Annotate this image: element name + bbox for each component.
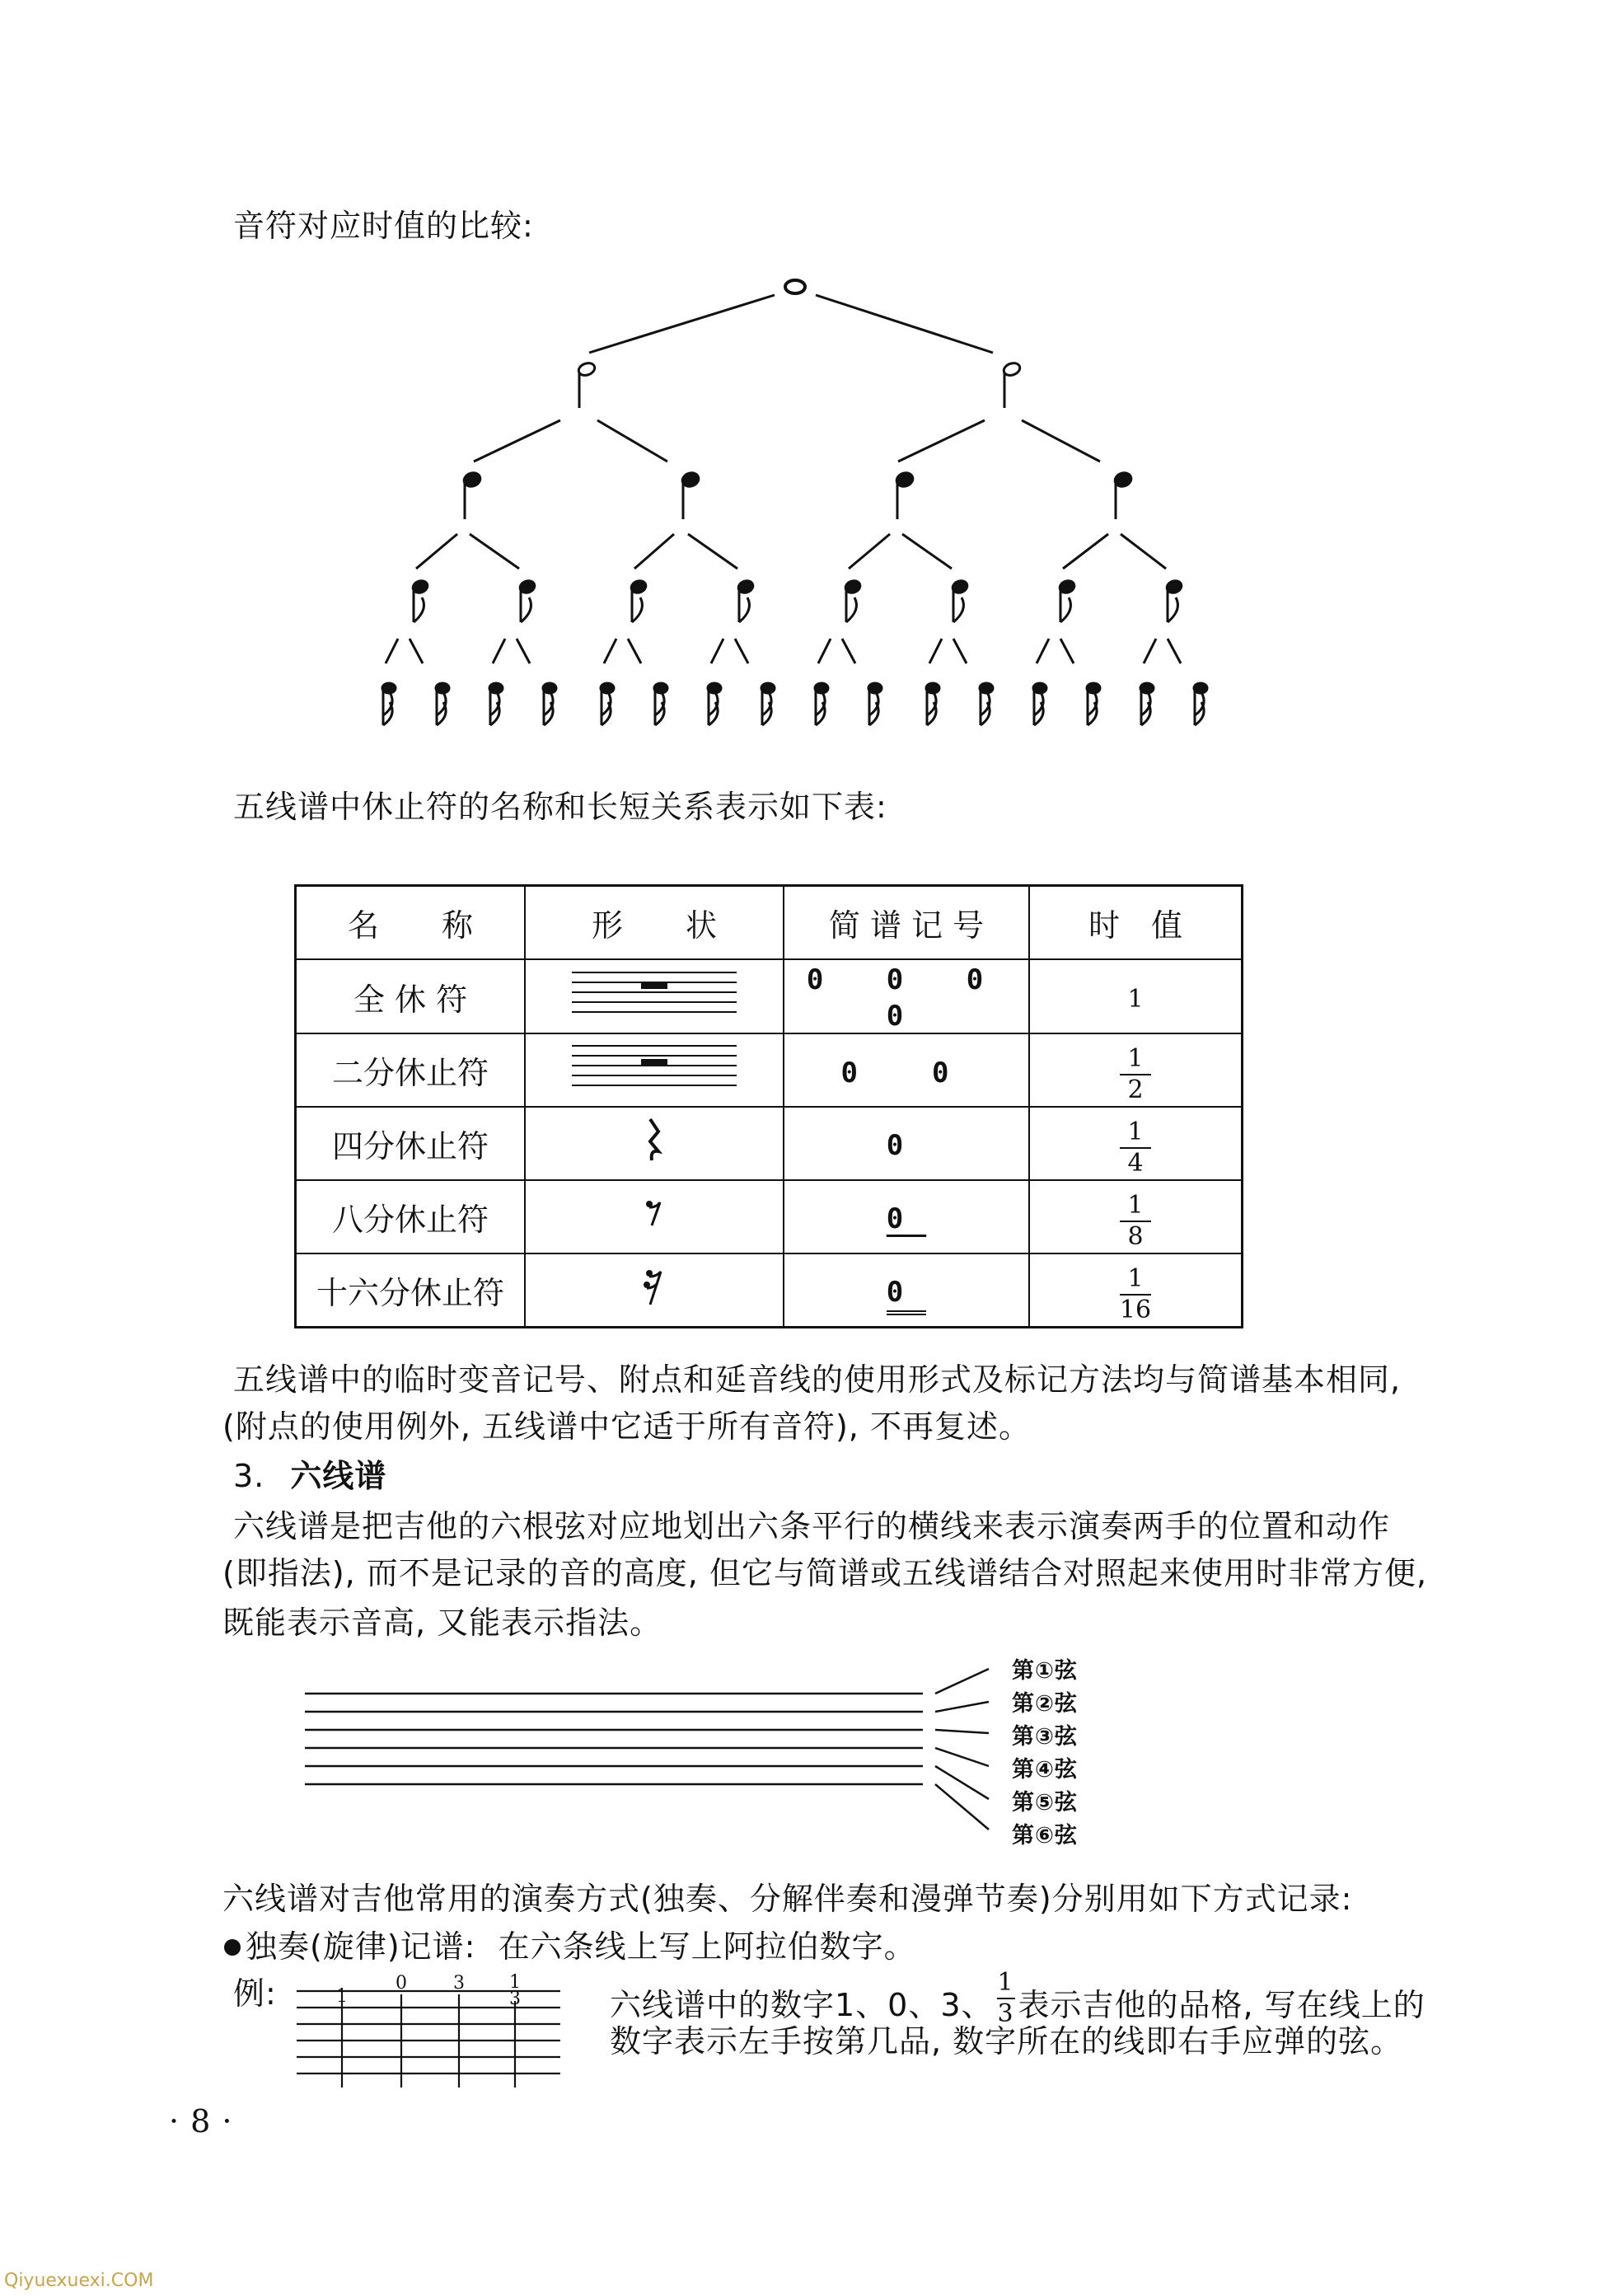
sixteenth-note-icon [1140, 683, 1154, 725]
paragraph-methods: 六线谱对吉他常用的演奏方式(独奏、分解伴奏和漫弹节奏)分别用如下方式记录: [222, 1881, 1353, 1917]
rest-name: 十六分休止符 [296, 1253, 526, 1328]
eighth-note-icon [411, 579, 429, 622]
eighth-rest-icon [642, 1193, 667, 1234]
sixteenth-note-icon [1087, 683, 1100, 725]
string-label: 第①弦 [1012, 1658, 1078, 1684]
sixteenth-note-icon [382, 683, 396, 725]
jianpu-value: 0 0 0 0 [806, 963, 1007, 1033]
sixteenth-note-icon [654, 683, 667, 725]
rest-name: 四分休止符 [296, 1107, 526, 1180]
time-value [1120, 1119, 1151, 1176]
sixteenth-note-icon [543, 683, 556, 725]
eighth-note-icon [737, 579, 755, 622]
rest-table [294, 884, 1243, 1328]
rest-name: 全 休 符 [296, 959, 526, 1033]
jianpu-value: 0 [886, 1202, 927, 1235]
half-rest-icon [572, 1038, 737, 1095]
quarter-note-icon [1113, 471, 1133, 519]
bullet-text: 在六条线上写上阿拉伯数字。 [498, 1928, 916, 1965]
jianpu-value: 0 0 [840, 1057, 972, 1089]
watermark [4, 2270, 153, 2291]
jianpu-value: 0 [886, 1128, 927, 1162]
quarter-note-icon [681, 471, 700, 519]
whole-note-icon [785, 280, 805, 293]
rest-intro-text: 五线谱中休止符的名称和长短关系表示如下表: [233, 789, 887, 825]
bullet-solo [224, 1928, 916, 1965]
time-value-den: 8 [1127, 1221, 1144, 1251]
sixteenth-note-icon [761, 683, 775, 725]
sixteenth-note-icon [1033, 683, 1046, 725]
time-value [1127, 986, 1143, 1013]
paragraph-tab-1: 六线谱是把吉他的六根弦对应地划出六条平行的横线来表示演奏两手的位置和动作 [233, 1508, 1391, 1544]
bullet-label: 独奏(旋律)记谱: [246, 1928, 476, 1965]
sixteenth-note-icon [868, 683, 882, 725]
watermark-text: Qiyuexuexi.COM [4, 2270, 154, 2291]
time-value-den: 2 [1127, 1075, 1144, 1104]
sixteenth-note-icon [708, 683, 721, 725]
time-value-num: 1 [1127, 1044, 1144, 1073]
time-value [1120, 1046, 1151, 1103]
time-value-num: 1 [1127, 1264, 1144, 1293]
half-rest-shape [525, 1033, 784, 1107]
paragraph-tab-3: 既能表示音高, 又能表示指法。 [222, 1605, 662, 1641]
time-value [1120, 1193, 1151, 1249]
tab-number: 3 [509, 1989, 521, 2009]
example-fraction [997, 1970, 1015, 2027]
example-label: 例: [233, 1975, 277, 2012]
example-text-line2: 数字表示左手按第几品, 数字所在的线即右手应弹的弦。 [610, 2023, 1403, 2059]
sixteenth-rest-shape [525, 1253, 784, 1328]
time-value-den: 16 [1119, 1295, 1152, 1324]
eighth-note-icon [630, 579, 648, 622]
page-number: · 8 · [169, 2103, 233, 2139]
example-text-b: 表示吉他的品格, 写在线上的 [1018, 1986, 1425, 2023]
time-value-num: 1 [1127, 1118, 1144, 1146]
sixteenth-note-icon [489, 683, 503, 725]
sixteenth-note-icon [815, 683, 828, 725]
note-compare-title: 音符对应时值的比较: [233, 208, 534, 244]
table-row [296, 1033, 1243, 1107]
quarter-note-icon [895, 471, 915, 519]
half-note-icon [1002, 361, 1022, 408]
fraction-den: 3 [997, 1998, 1014, 2028]
string-label: 第③弦 [1012, 1724, 1078, 1750]
tab-number: 0 [396, 1973, 407, 1994]
table-row [296, 1253, 1243, 1328]
table-row [296, 1107, 1243, 1180]
string-label: 第⑤弦 [1012, 1790, 1078, 1816]
paragraph-accidentals-1: 五线谱中的临时变音记号、附点和延音线的使用形式及标记方法均与简谱基本相同, [233, 1361, 1402, 1398]
whole-rest-icon [572, 964, 737, 1022]
quarter-rest-shape [525, 1107, 784, 1180]
quarter-rest-icon [642, 1115, 667, 1164]
jianpu-value: 0 [887, 1276, 926, 1315]
header-name: 名 称 [296, 886, 526, 960]
table-row [296, 1180, 1243, 1253]
time-value-den: 4 [1127, 1148, 1144, 1178]
header-value: 时 值 [1029, 886, 1243, 960]
table-row [296, 959, 1243, 1033]
tab-number: 3 [453, 1973, 465, 1994]
eighth-note-icon [1058, 579, 1076, 622]
example-text-a: 六线谱中的数字1、0、3、 [610, 1986, 994, 2023]
sixteenth-note-icon [436, 683, 449, 725]
string-label: 第②弦 [1012, 1691, 1078, 1717]
sixteenth-note-icon [601, 683, 614, 725]
rest-name: 八分休止符 [296, 1180, 526, 1253]
quarter-note-icon [462, 471, 482, 519]
sixteenth-notes [382, 683, 1207, 725]
time-value-num: 1 [1127, 1191, 1144, 1220]
paragraph-accidentals-2: (附点的使用例外, 五线谱中它适于所有音符), 不再复述。 [222, 1408, 1031, 1445]
sixteenth-note-icon [980, 683, 993, 725]
time-value [1120, 1266, 1151, 1323]
table-header-row [296, 886, 1243, 960]
string-label: 第⑥弦 [1012, 1823, 1078, 1849]
eighth-note-icon [951, 579, 969, 622]
tab-number: 1 [336, 1986, 348, 2007]
header-shape: 形 状 [525, 886, 784, 960]
section-title: 六线谱 [290, 1458, 387, 1494]
whole-rest-shape [525, 959, 784, 1033]
bullet-icon [224, 1939, 241, 1956]
header-jianpu: 简 谱 记 号 [784, 886, 1029, 960]
half-note-icon [577, 361, 597, 408]
sixteenth-note-icon [926, 683, 939, 725]
rest-name: 二分休止符 [296, 1033, 526, 1107]
eighth-note-icon [844, 579, 862, 622]
tab-number: 1 [509, 1972, 521, 1993]
sixteenth-note-icon [1194, 683, 1207, 725]
eighth-note-icon [1165, 579, 1183, 622]
six-line-staff-diagram [297, 1644, 1088, 1842]
fraction-num: 1 [997, 1968, 1014, 1997]
eighth-rest-shape [525, 1180, 784, 1253]
paragraph-tab-2: (即指法), 而不是记录的音的高度, 但它与简谱或五线谱结合对照起来使用时非常方便, [222, 1555, 1428, 1591]
note-value-tree [313, 264, 1252, 750]
string-label: 第④弦 [1012, 1757, 1078, 1783]
sixteenth-rest-icon [640, 1263, 668, 1310]
eighth-notes [411, 579, 1183, 622]
section-number: 3. [233, 1458, 265, 1494]
time-value-num: 1 [1127, 985, 1144, 1014]
section-heading [233, 1460, 386, 1492]
eighth-note-icon [518, 579, 536, 622]
